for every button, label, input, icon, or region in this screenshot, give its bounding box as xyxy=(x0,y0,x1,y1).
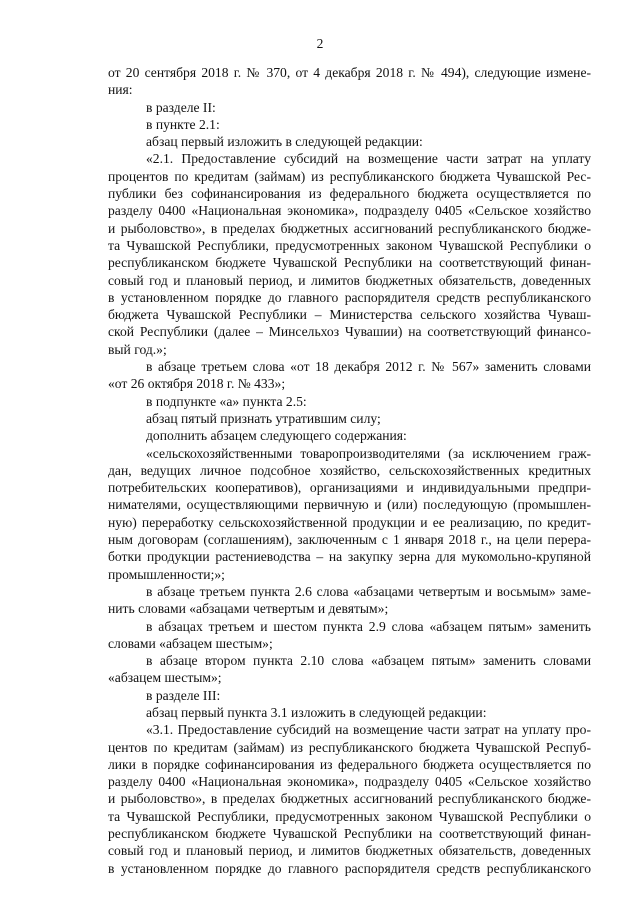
text-line: в установленном порядке до главного распорядителя средств республиканского xyxy=(108,289,591,305)
text-line: нимателями, осуществляющими первичную и (или) последующую (промышлен- xyxy=(108,497,591,513)
text-line: потребительских кооперативов), организациями и индивидуальными предпри- xyxy=(108,480,591,496)
text-line: та Чувашской Республики, предусмотренных законом Чувашской Республики о xyxy=(108,237,591,253)
text-line: публики без софинансирования из федерального бюджета осуществляется по xyxy=(108,186,591,202)
text-line: «сельскохозяйственными товаропроизводителями (за исключением граж- xyxy=(146,445,591,461)
body-text xyxy=(108,64,591,877)
text-line: «от 26 октября 2018 г. № 433»; xyxy=(108,376,286,392)
text-line: и рыболовство», в пределах бюджетных ассигнований республиканского бюдже- xyxy=(108,220,591,236)
text-line: абзац первый изложить в следующей редакции: xyxy=(146,134,423,150)
text-line: в абзаце втором пункта 2.10 слова «абзацем пятым» заменить словами xyxy=(146,653,591,669)
text-line: лики в порядке софинансирования из федерального бюджета осуществляется по xyxy=(108,756,591,772)
text-line: ную) переработку сельскохозяйственной продукции и ее реализацию, по кредит- xyxy=(108,514,591,530)
text-line: разделу 0400 «Национальная экономика», подразделу 0405 «Сельское хозяйство xyxy=(108,774,591,790)
text-line: та Чувашской Республики, предусмотренных законом Чувашской Республики о xyxy=(108,808,591,824)
text-line: ным договорам (соглашениям), заключенным с 1 января 2018 г., на цели перера- xyxy=(108,532,591,548)
text-line: ботки продукции растениеводства – на закупку зерна для мукомольно-крупяной xyxy=(108,549,591,565)
text-line: в пункте 2.1: xyxy=(146,116,220,132)
text-line: абзац первый пункта 3.1 изложить в следующей редакции: xyxy=(146,704,487,720)
text-line: в установленном порядке до главного распорядителя средств республиканского xyxy=(108,860,591,876)
text-line: республиканском бюджете Чувашской Республики на соответствующий финан- xyxy=(108,255,591,271)
text-line: промышленности;»; xyxy=(108,566,225,582)
text-line: центов по кредитам (займам) из республиканского бюджета Чувашской Респуб- xyxy=(108,739,591,755)
text-line: разделу 0400 «Национальная экономика», подразделу 0405 «Сельское хозяйство xyxy=(108,203,591,219)
text-line: «3.1. Предоставление субсидий на возмещение части затрат на уплату про- xyxy=(146,722,591,738)
text-line: совый год и плановый период, и лимитов бюджетных обязательств, доведенных xyxy=(108,272,591,288)
text-line: в абзаце третьем слова «от 18 декабря 2012 г. № 567» заменить словами xyxy=(146,359,591,375)
text-line: дан, ведущих личное подсобное хозяйство, сельскохозяйственных кредитных xyxy=(108,462,591,478)
text-line: в абзаце третьем пункта 2.6 слова «абзацами четвертым и восьмым» заме- xyxy=(146,583,591,599)
text-line: республиканском бюджете Чувашской Республики на соответствующий финан- xyxy=(108,826,591,842)
text-line: и рыболовство», в пределах бюджетных ассигнований республиканского бюдже- xyxy=(108,791,591,807)
text-line: нить словами «абзацами четвертым и девятым»; xyxy=(108,601,389,617)
page-number: 2 xyxy=(316,36,324,51)
text-line: абзац пятый признать утратившим силу; xyxy=(146,410,381,426)
text-line: в подпункте «а» пункта 2.5: xyxy=(146,393,307,409)
text-line: от 20 сентября 2018 г. № 370, от 4 декабря 2018 г. № 494), следующие измене- xyxy=(108,65,591,80)
text-line: ния: xyxy=(108,82,133,98)
text-line: «2.1. Предоставление субсидий на возмещение части затрат на уплату xyxy=(146,151,591,167)
text-line: «абзацем шестым»; xyxy=(108,670,222,686)
text-line: совый год и плановый период, и лимитов бюджетных обязательств, доведенных xyxy=(108,843,591,859)
text-line: в разделе II: xyxy=(146,99,216,115)
text-line: дополнить абзацем следующего содержания: xyxy=(146,428,407,444)
text-line: в разделе III: xyxy=(146,687,221,703)
text-line: вый год.»; xyxy=(108,341,167,357)
text-line: ской Республики (далее – Минсельхоз Чувашии) на соответствующий финансо- xyxy=(108,324,591,340)
text-line: в абзацах третьем и шестом пункта 2.9 слова «абзацем пятым» заменить xyxy=(146,618,591,634)
text-line: словами «абзацем шестым»; xyxy=(108,635,273,651)
text-line: процентов по кредитам (займам) из республиканского бюджета Чувашской Рес- xyxy=(108,168,591,184)
text-line: бюджета Чувашской Республики – Министерства сельского хозяйства Чуваш- xyxy=(108,307,591,323)
